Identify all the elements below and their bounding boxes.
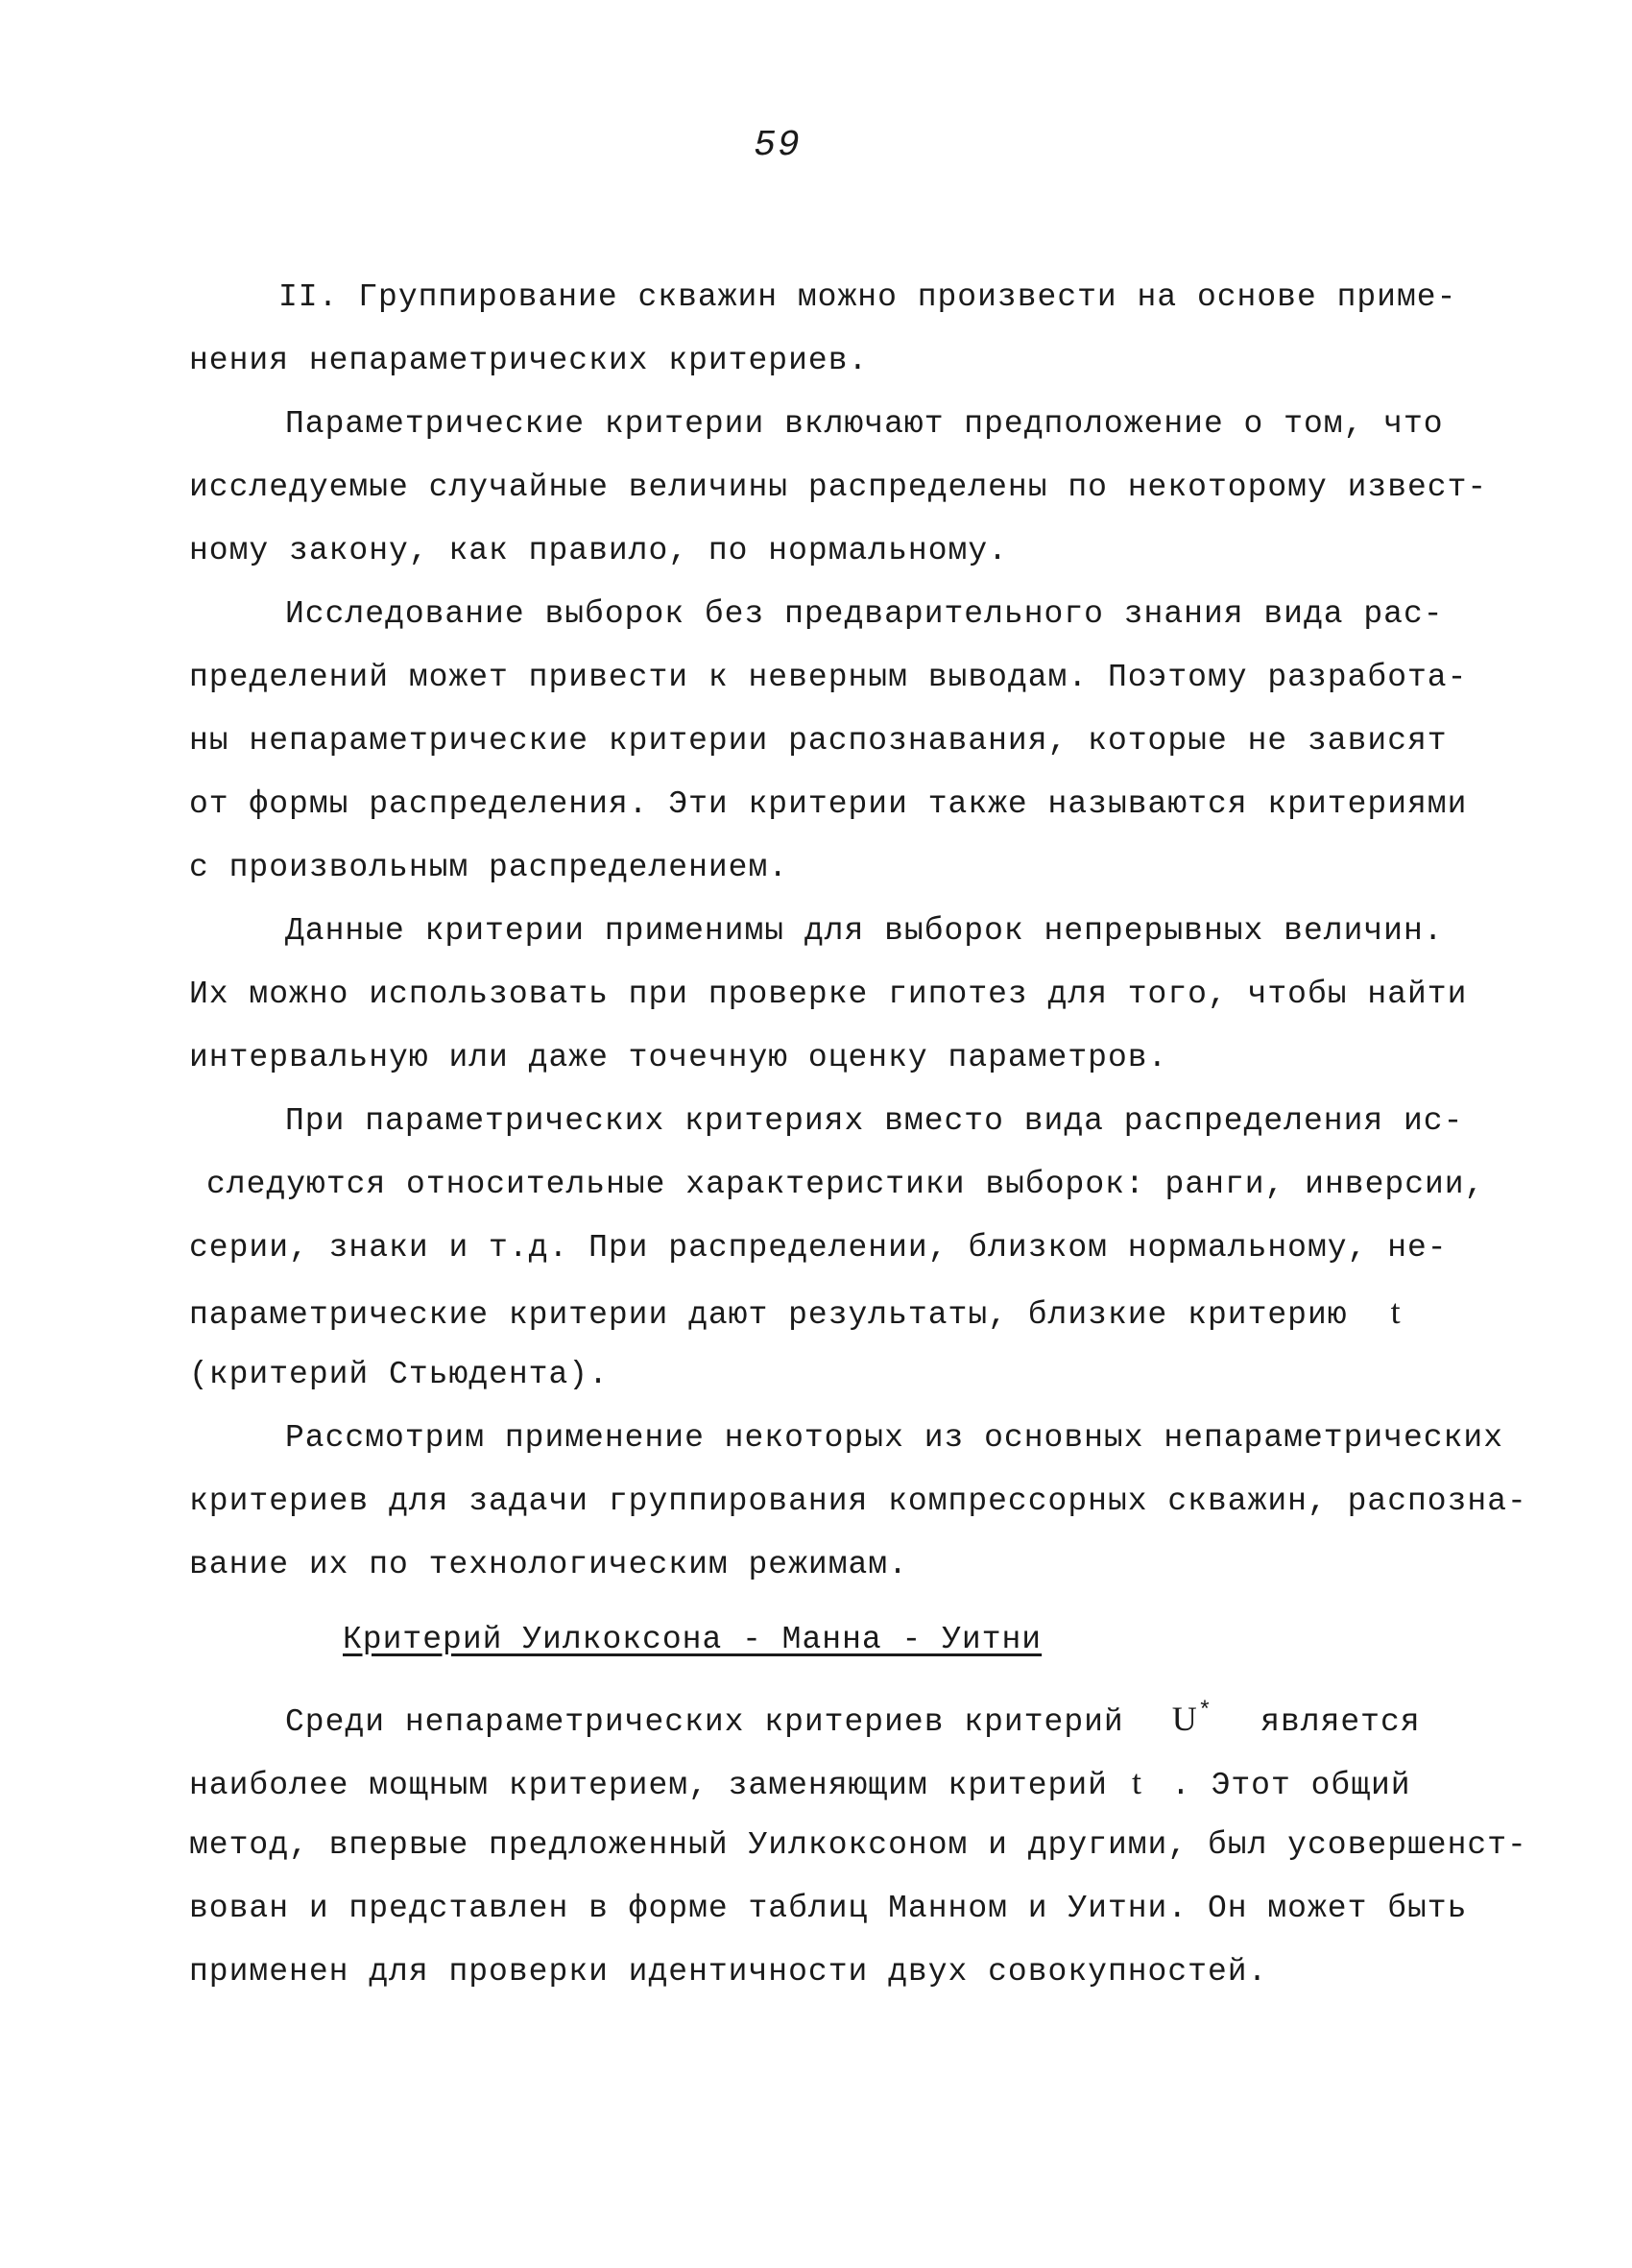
paragraph-6-line-3: вание их по технологическим режимам.: [189, 1547, 908, 1582]
paragraph-5-line-2: следуются относительные характеристики выборок: ранги, инверсии,: [206, 1167, 1485, 1202]
criterion-t-symbol-2: t: [1131, 1763, 1142, 1801]
section-heading: Критерий Уилкоксона - Манна - Уитни: [343, 1622, 1043, 1657]
final-paragraph-line-4: вован и представлен в форме таблиц Манном и Уитни. Он может быть: [189, 1891, 1468, 1926]
criterion-t-symbol: t: [1390, 1292, 1402, 1331]
paragraph-3-line-2: пределений может привести к неверным выводам. Поэтому разработа-: [189, 660, 1468, 695]
paragraph-4-line-1: Данные критерии применимы для выборок непрерывных величин.: [285, 913, 1444, 949]
paragraph-1-line-2: нения непараметрических критериев.: [189, 343, 869, 378]
criterion-u-superscript: *: [1197, 1699, 1213, 1725]
final-paragraph-line-1: [285, 1700, 1421, 1745]
paragraph-5-line-1: При параметрических критериях вместо вида распределения ис-: [285, 1103, 1464, 1139]
paragraph-4-line-3: интервальную или даже точечную оценку параметров.: [189, 1040, 1168, 1075]
paragraph-6-line-2: критериев для задачи группирования компрессорных скважин, распозна-: [189, 1484, 1527, 1519]
paragraph-4-line-2: Их можно использовать при проверке гипотез для того, чтобы найти: [189, 977, 1468, 1012]
paragraph-5-line-4: [189, 1292, 1402, 1335]
paragraph-2-line-2: исследуемые случайные величины распределены по некоторому извест-: [189, 470, 1488, 505]
final-line-1-text-b: является: [1260, 1704, 1421, 1740]
final-line-1-text-a: Среди непараметрических критериев критерий: [285, 1704, 1124, 1740]
final-paragraph-line-3: метод, впервые предложенный Уилкоксоном и другими, был усовершенст-: [189, 1827, 1527, 1863]
paragraph-3-line-3: ны непараметрические критерии распознавания, которые не зависят: [189, 723, 1448, 759]
paragraph-6-line-1: Рассмотрим применение некоторых из основных непараметрических: [285, 1420, 1503, 1456]
paragraph-5-line-5: (критерий Стьюдента).: [189, 1357, 609, 1392]
page-number: 59: [754, 125, 802, 166]
paragraph-2-line-3: ному закону, как правило, по нормальному.: [189, 533, 1008, 568]
paragraph-3-line-4: от формы распределения. Эти критерии также называются критериями: [189, 786, 1468, 822]
criterion-u-symbol: U: [1171, 1700, 1198, 1738]
final-line-2-text-a: наиболее мощным критерием, заменяющим критерий: [189, 1768, 1108, 1803]
final-paragraph-line-5: применен для проверки идентичности двух совокупностей.: [189, 1954, 1268, 1990]
final-paragraph-line-2: [189, 1763, 1411, 1805]
final-line-2-text-b: . Этот общий: [1170, 1768, 1411, 1803]
paragraph-1-line-1: II. Группирование скважин можно произвести на основе приме-: [278, 279, 1457, 315]
paragraph-5-line-3: серии, знаки и т.д. При распределении, близком нормальному, не-: [189, 1230, 1448, 1266]
paragraph-3-line-5: с произвольным распределением.: [189, 850, 789, 885]
paragraph-2-line-1: Параметрические критерии включают предположение о том, что: [285, 406, 1444, 442]
paragraph-5-line-4-text: параметрические критерии дают результаты, близкие критерию: [189, 1297, 1348, 1333]
paragraph-3-line-1: Исследование выборок без предварительного знания вида рас-: [285, 596, 1444, 632]
